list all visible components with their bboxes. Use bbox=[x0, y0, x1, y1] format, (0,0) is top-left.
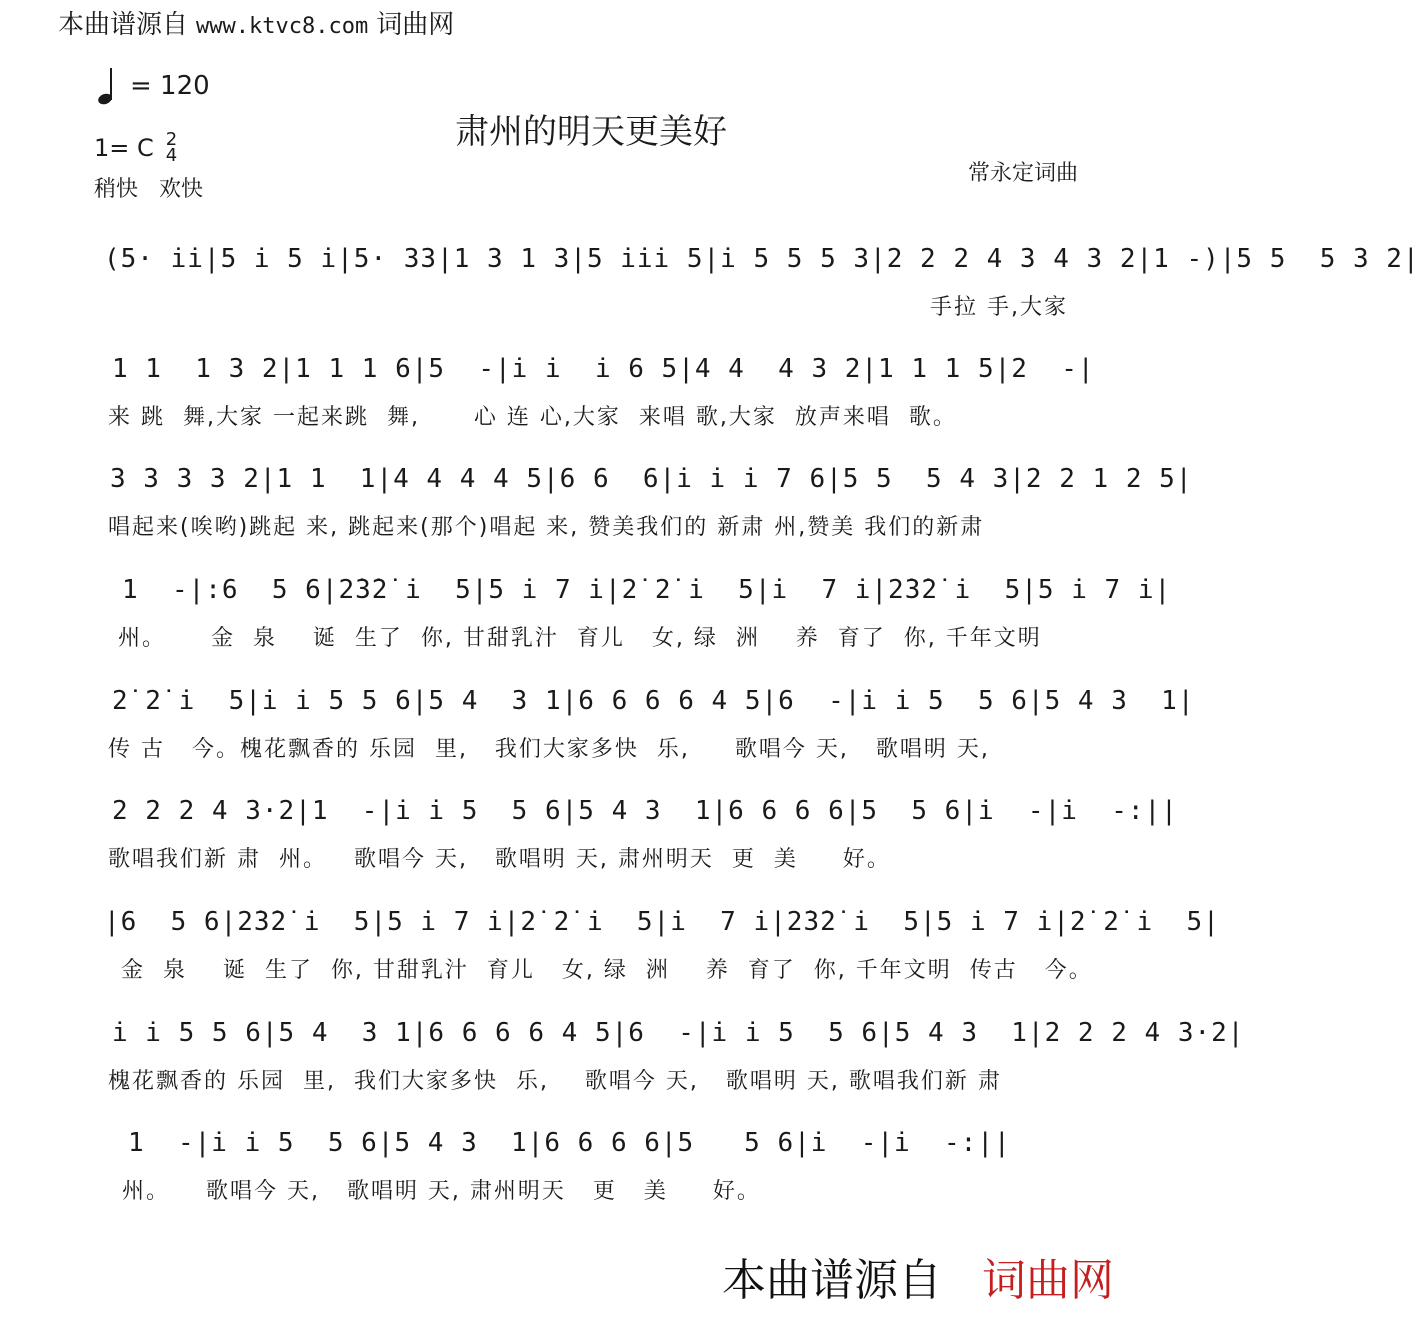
lyrics-line: 槐花飘香的 乐园 里, 我们大家多快 乐, 歌唱今 天, 歌唱明 天, 歌唱我们新 肃 bbox=[108, 1069, 1002, 1094]
score-line-2 bbox=[0, 354, 1182, 454]
score-line-6 bbox=[0, 796, 1182, 896]
tempo-marking bbox=[96, 66, 210, 106]
lyrics-line: 传 古 今。槐花飘香的 乐园 里, 我们大家多快 乐, 歌唱今 天, 歌唱明 天, bbox=[108, 737, 990, 762]
header-brand-right: 词曲网 bbox=[376, 10, 455, 40]
footer-brand-left: 本曲谱源自 bbox=[722, 1255, 942, 1306]
footer-watermark bbox=[722, 1244, 1114, 1308]
header-watermark bbox=[58, 4, 454, 41]
song-title: 肃州的明天更美好 bbox=[455, 112, 727, 152]
header-url[interactable]: www.ktvc8.com bbox=[196, 14, 369, 39]
composer-credit: 常永定词曲 bbox=[967, 161, 1078, 186]
time-bottom: 4 bbox=[165, 145, 178, 166]
score-line-3 bbox=[0, 464, 1193, 564]
key-label: 1= C bbox=[94, 134, 154, 162]
notation-line: i̇ i̇ 5 5 6|5 4 3 1|6 6 6 6 4 5|6 -|i̇ i̇ 5 5 6|5 4 3 1|2 2 2 4 3·2| bbox=[112, 1018, 1245, 1048]
lyrics-line: 州。 金 泉 诞 生了 你, 甘甜乳汁 育儿 女, 绿 洲 养 育了 你, 千年文明 bbox=[118, 626, 1042, 651]
tempo-style: 稍快 欢快 bbox=[94, 177, 203, 202]
lyrics-line: 唱起来(唉哟)跳起 来, 跳起来(那个)唱起 来, 赞美我们的 新肃 州,赞美 我们的新肃 bbox=[108, 515, 985, 540]
score-line-9 bbox=[0, 1128, 1182, 1228]
score-line-4 bbox=[0, 575, 1182, 675]
notation-line: 2 2 2 4 3·2|1 -|i̇ i̇ 5 5 6|5 4 3 1|6 6 6 6|5 5 6|i̇ -|i̇ -:|| bbox=[112, 796, 1178, 826]
lyrics-line: 歌唱我们新 肃 州。 歌唱今 天, 歌唱明 天, 肃州明天 更 美 好。 bbox=[108, 847, 891, 872]
header-brand-left: 本曲谱源自 bbox=[58, 10, 189, 40]
time-top: 2 bbox=[165, 129, 178, 150]
notation-line: (5· i̇i̇|5 i̇ 5 i̇|5· 33|1 3 1 3|5 i̇i̇i̇ 5|i̇ 5 5 5 3|2 2 2 4 3 4 3 2|1 -)|5 5 5 3 2| bbox=[104, 244, 1420, 274]
lyrics-line: 来 跳 舞,大家 一起来跳 舞, 心 连 心,大家 来唱 歌,大家 放声来唱 歌。 bbox=[108, 405, 957, 430]
score-line-5 bbox=[0, 686, 1195, 786]
notation-line: 2̇ 2̇ i̇ 5|i̇ i̇ 5 5 6|5 4 3 1|6 6 6 6 4 5|6 -|i̇ i̇ 5 5 6|5 4 3 1| bbox=[112, 686, 1195, 716]
tempo-value: = 120 bbox=[130, 71, 210, 101]
score-line-1 bbox=[0, 244, 1420, 344]
footer-brand-right: 词曲网 bbox=[982, 1255, 1114, 1306]
notation-line: |6 5 6|2̇3̇2̇ i̇ 5|5 i̇ 7 i̇|2̇ 2̇ i̇ 5|i̇ 7 i̇|2̇3̇2̇ i̇ 5|5 i̇ 7 i̇|2̇ 2̇ i̇ 5| bbox=[104, 907, 1220, 937]
lyrics-line: 金 泉 诞 生了 你, 甘甜乳汁 育儿 女, 绿 洲 养 育了 你, 千年文明 传古 今。 bbox=[112, 958, 1093, 983]
notation-line: 1 1 1 3 2|1 1 1 6|5 -|i̇ i̇ i̇ 6 5|4 4 4 3 2|1 1 1 5|2 -| bbox=[112, 354, 1095, 384]
score-line-8 bbox=[0, 1018, 1245, 1118]
lyrics-line: 手拉 手,大家 bbox=[930, 295, 1068, 320]
quarter-note-icon bbox=[96, 66, 118, 106]
notation-line: 1 -|:6 5 6|2̇3̇2̇ i̇ 5|5 i̇ 7 i̇|2̇ 2̇ i̇ 5|i̇ 7 i̇|2̇3̇2̇ i̇ 5|5 i̇ 7 i̇| bbox=[122, 575, 1172, 605]
lyrics-line: 州。 歌唱今 天, 歌唱明 天, 肃州明天 更 美 好。 bbox=[122, 1179, 761, 1204]
notation-line: 3 3 3 3 2|1 1 1|4 4 4 4 5|6 6 6|i̇ i̇ i̇ 7 6|5 5 5 4 3|2 2 1 2 5| bbox=[110, 464, 1193, 494]
notation-line: 1 -|i̇ i̇ 5 5 6|5 4 3 1|6 6 6 6|5 5 6|i̇ -|i̇ -:|| bbox=[128, 1128, 1011, 1158]
score-line-7 bbox=[0, 907, 1220, 1007]
